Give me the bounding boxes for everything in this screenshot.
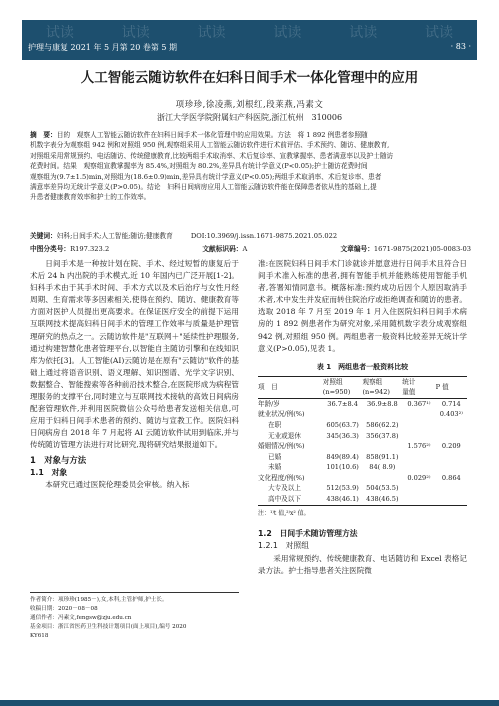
abstract-line: 升患者健康教育效率和护士的工作效率。	[30, 193, 151, 202]
table-body	[258, 399, 467, 506]
table-cell	[436, 431, 467, 442]
table-cell	[362, 442, 402, 453]
table-cell: 849(89.4)	[326, 452, 359, 461]
footnote-line: KY618	[30, 633, 49, 639]
table-cell	[402, 421, 435, 432]
table-cell	[402, 452, 435, 463]
right-column	[258, 258, 467, 577]
intro-paragraph: 日间手术是一种按计划在院、手术、经过短暂的康复后于术后 24 h 内出院的手术模式,近 10 年国内已广泛开展[1-2]。妇科手术由于其手术时间、手术方式以及术后治疗与女性月经周期、生育需求等多因素相关,使得在预约、随访、健康教育等方面对医护人员提出更高要求。在保证医疗安全的前提下运用互联网技术提高妇科日间手术的管理工作效率与质量是护理管理研究的热点之一。云随访软件是"互联网＋"延续性护理服务,通过构建智慧化患者管理平台,以智能自主随访引擎和在线知识库为依托[3]。人工智能(AI)云随访是在原有"云随访"软件的基础上通过将语音识别、语义理解、知识图谱、光学文字识别、数据整合、智能搜索等各种前沿技术整合,在医院形成为病程管理服务的支撑平台,同时建立与互联网技术接轨的高效日间病房配套管理软件,并利用医院微信公众号给患者发送相关信息,可应用于妇科日间手术患者的预约、随访与宣教工作。医院妇科日间病房自 2018 年 7 月起将 AI 云随访软件试用到临床,并与传统随访管理方法进行对比研究,现将研究结果报道如下。	[30, 259, 240, 450]
table-cell	[436, 421, 467, 432]
table-cell: 0.864	[441, 473, 461, 482]
col-header: 观察组 (n=942)	[362, 376, 402, 399]
table-cell: 586(62.2)	[366, 420, 399, 429]
table-cell	[362, 410, 402, 421]
baseline-table	[258, 376, 467, 506]
table-row	[258, 452, 467, 463]
watermark: 试读	[121, 25, 150, 41]
table-cell: 512(53.9)	[326, 484, 359, 493]
table-cell: 858(91.1)	[366, 452, 399, 461]
abstract-line: 对照组采用常规预约、电话随访、传统健康教育,比较两组手术取消率、术后复诊率、宣教掌握率、患者满意率以及护士随访	[30, 151, 394, 160]
doc-code-label: 文献标识码：	[202, 245, 243, 253]
abstract-line: 机数字表分为观察组 942 例和对照组 950 例,观察组采用人工智能云随访软件进行术前评估、手术预约、随访、健康教育,	[30, 141, 390, 150]
body-paragraph: 本研究已通过医院伦理委员会审核。纳入标	[45, 479, 190, 489]
table-row	[258, 410, 467, 421]
footnote-line: 作者简介：项珍珍(1985－),女,本科,主管护师,护士长。	[30, 597, 168, 603]
affiliation: 浙江大学医学院附属妇产科医院,浙江杭州 310006	[156, 113, 343, 122]
footnote-line: 通信作者：冯素文,fengsw@zju.edu.cn	[30, 615, 132, 621]
table-cell: 0.029²⁾	[407, 473, 431, 482]
table-cell: 101(10.6)	[326, 463, 359, 472]
abstract-line: 满意率差异均无统计学意义(P>0.05)。结论 妇科日间病房应用人工智能云随访软件能在保障患者依从性的基础上,提	[30, 183, 377, 192]
table-cell	[323, 473, 363, 484]
table-cell: 36.9±8.8	[366, 399, 398, 408]
col-header: 对照组 (n=950)	[323, 376, 363, 399]
doc-code-value: A	[242, 245, 248, 253]
author-list: 项珍珍,徐凌燕,刘根红,段莱燕,冯素文	[175, 100, 324, 110]
table-cell: 在职	[268, 420, 282, 429]
table-row	[258, 399, 467, 410]
subsection-heading: 1.2 日间手术随访管理方法	[258, 529, 358, 539]
table-cell: 文化程度/例(%)	[258, 473, 305, 482]
abstract-line: 目的 观察人工智能云随访软件在妇科日间手术一体化管理中的应用效果。方法 将 1 892 例患者参照随	[56, 131, 368, 139]
body-paragraph: 准:在医院妇科日间手术门诊就诊并愿意进行日间手术且符合日间手术准入标准的患者,拥有智能手机并能熟练使用智能手机者,答署知情同意书。概落标准:预约成功后因个人原因取消手术者,术中发生并发症而转住院治疗或拒绝调查和随访的患者。选取 2018 年 7 月至 2019 年 1 月入住医院妇科日间手术病房的 1 892 例患者作为研究对象,采用随机数字表分成观察组 942 例,对照组 950 例。两组患者一般资料比较差异无统计学意义(P>0.05),见表 1。	[258, 259, 467, 353]
table-cell: 438(46.5)	[362, 495, 402, 506]
table-cell: 年龄/岁	[258, 399, 281, 408]
table-cell	[436, 452, 467, 463]
keywords	[30, 230, 471, 240]
table-cell	[402, 431, 435, 442]
left-column	[30, 258, 239, 491]
footnote-line: 基金项目：浙江省医药卫生科技计划项目(面上项目),编号 2020	[30, 624, 187, 630]
subsection-heading: 1.1 对象	[30, 467, 68, 477]
table-cell	[323, 410, 363, 421]
table-cell: 0.367¹⁾	[407, 399, 431, 408]
abstract-label: 摘 要：	[30, 131, 57, 139]
table-row	[258, 442, 467, 453]
table-cell: 1.576²⁾	[407, 442, 431, 451]
section-heading: 1 对象与方法	[30, 454, 87, 465]
watermark: 试读	[197, 25, 226, 41]
table-cell: 438(46.1)	[323, 495, 363, 506]
abstract-line: 花费时间。结果 观察组宣教掌握率为 85.4%,对照组为 80.2%,差异具有统计学意义(P<0.05);护士随访花费时间	[30, 162, 368, 171]
table-cell: 36.7±8.4	[327, 399, 358, 408]
table-cell: 0.403²⁾	[439, 410, 463, 419]
article-no-label: 文章编号：	[340, 245, 374, 253]
journal-header	[22, 20, 477, 60]
article-title: 人工智能云随访软件在妇科日间手术一体化管理中的应用	[80, 70, 419, 86]
table-cell	[402, 463, 435, 474]
table-caption: 表 1 两组患者一般资料比较	[316, 362, 409, 371]
table-cell	[436, 484, 467, 495]
table-row	[258, 495, 467, 506]
classification-line	[30, 243, 471, 253]
table-row	[258, 421, 467, 432]
table-cell	[362, 473, 402, 484]
abstract	[30, 130, 471, 203]
table-cell: 504(53.5)	[366, 484, 399, 493]
table-cell	[402, 495, 435, 506]
table-cell	[402, 410, 435, 421]
table-cell: 345(36.3)	[326, 431, 359, 440]
col-header: P 值	[436, 376, 467, 399]
watermark: 试读	[425, 25, 454, 41]
page-number: · 83 ·	[450, 42, 471, 51]
table-row	[258, 463, 467, 474]
keywords-text: 妇科;日间手术;人工智能;随访;健康教育	[56, 232, 173, 240]
watermark: 试读	[349, 25, 378, 41]
clc-label: 中图分类号：	[30, 245, 71, 253]
table-cell: 就业状况/例(%)	[258, 410, 305, 419]
table-cell: 大专及以上	[268, 484, 301, 493]
table-cell	[436, 463, 467, 474]
table-cell: 0.714	[441, 399, 461, 408]
watermark-row	[22, 22, 477, 42]
article-no-value: 1671-9875(2021)05-0083-03	[373, 245, 471, 253]
table-cell: 356(37.8)	[366, 431, 399, 440]
journal-name: 护理与康复 2021 年 5 月第 20 卷第 5 期	[28, 43, 178, 52]
table-cell: 605(63.7)	[326, 420, 359, 429]
col-header: 项 目	[258, 376, 323, 399]
table-cell: 已婚	[268, 452, 282, 461]
subsection-heading: 1.2.1 对照组	[258, 541, 310, 551]
table-cell: 84( 8.9)	[369, 463, 396, 472]
table-cell: 婚姻情况/例(%)	[258, 442, 305, 451]
watermark: 试读	[45, 25, 74, 41]
clc-value: R197.323.2	[70, 245, 110, 253]
footer-band	[0, 700, 499, 706]
table-row	[258, 473, 467, 484]
body-paragraph: 采用常规预约、传统健康教育、电话随访和 Excel 表格记录方法。护士指导患者关注医院微	[258, 553, 467, 575]
table-cell	[402, 484, 435, 495]
watermark: 试读	[273, 25, 302, 41]
author-footnote	[30, 592, 239, 641]
table-cell	[436, 495, 467, 506]
footnote-line: 收稿日期：2020－08－08	[30, 606, 98, 612]
keywords-label: 关键词：	[30, 232, 57, 240]
table-note: 注：¹⁾t 值,²⁾x² 值。	[258, 510, 310, 518]
table-cell: 无业或退休	[268, 431, 301, 440]
doi: DOI:10.3969/j.issn.1671-9875.2021.05.022	[190, 232, 338, 240]
table-cell	[323, 442, 363, 453]
col-header: 统计 量值	[402, 376, 435, 399]
abstract-line: 观察组为(9.7±1.5)min,对照组为(18.6±0.9)min,差异具有统计学意义(P<0.05);两组手术取消率、术后复诊率、患者	[30, 172, 382, 181]
table-cell: 未婚	[268, 463, 282, 472]
table-row	[258, 431, 467, 442]
table-cell: 0.209	[441, 442, 461, 451]
table-cell: 高中及以下	[258, 495, 323, 506]
table-row	[258, 484, 467, 495]
